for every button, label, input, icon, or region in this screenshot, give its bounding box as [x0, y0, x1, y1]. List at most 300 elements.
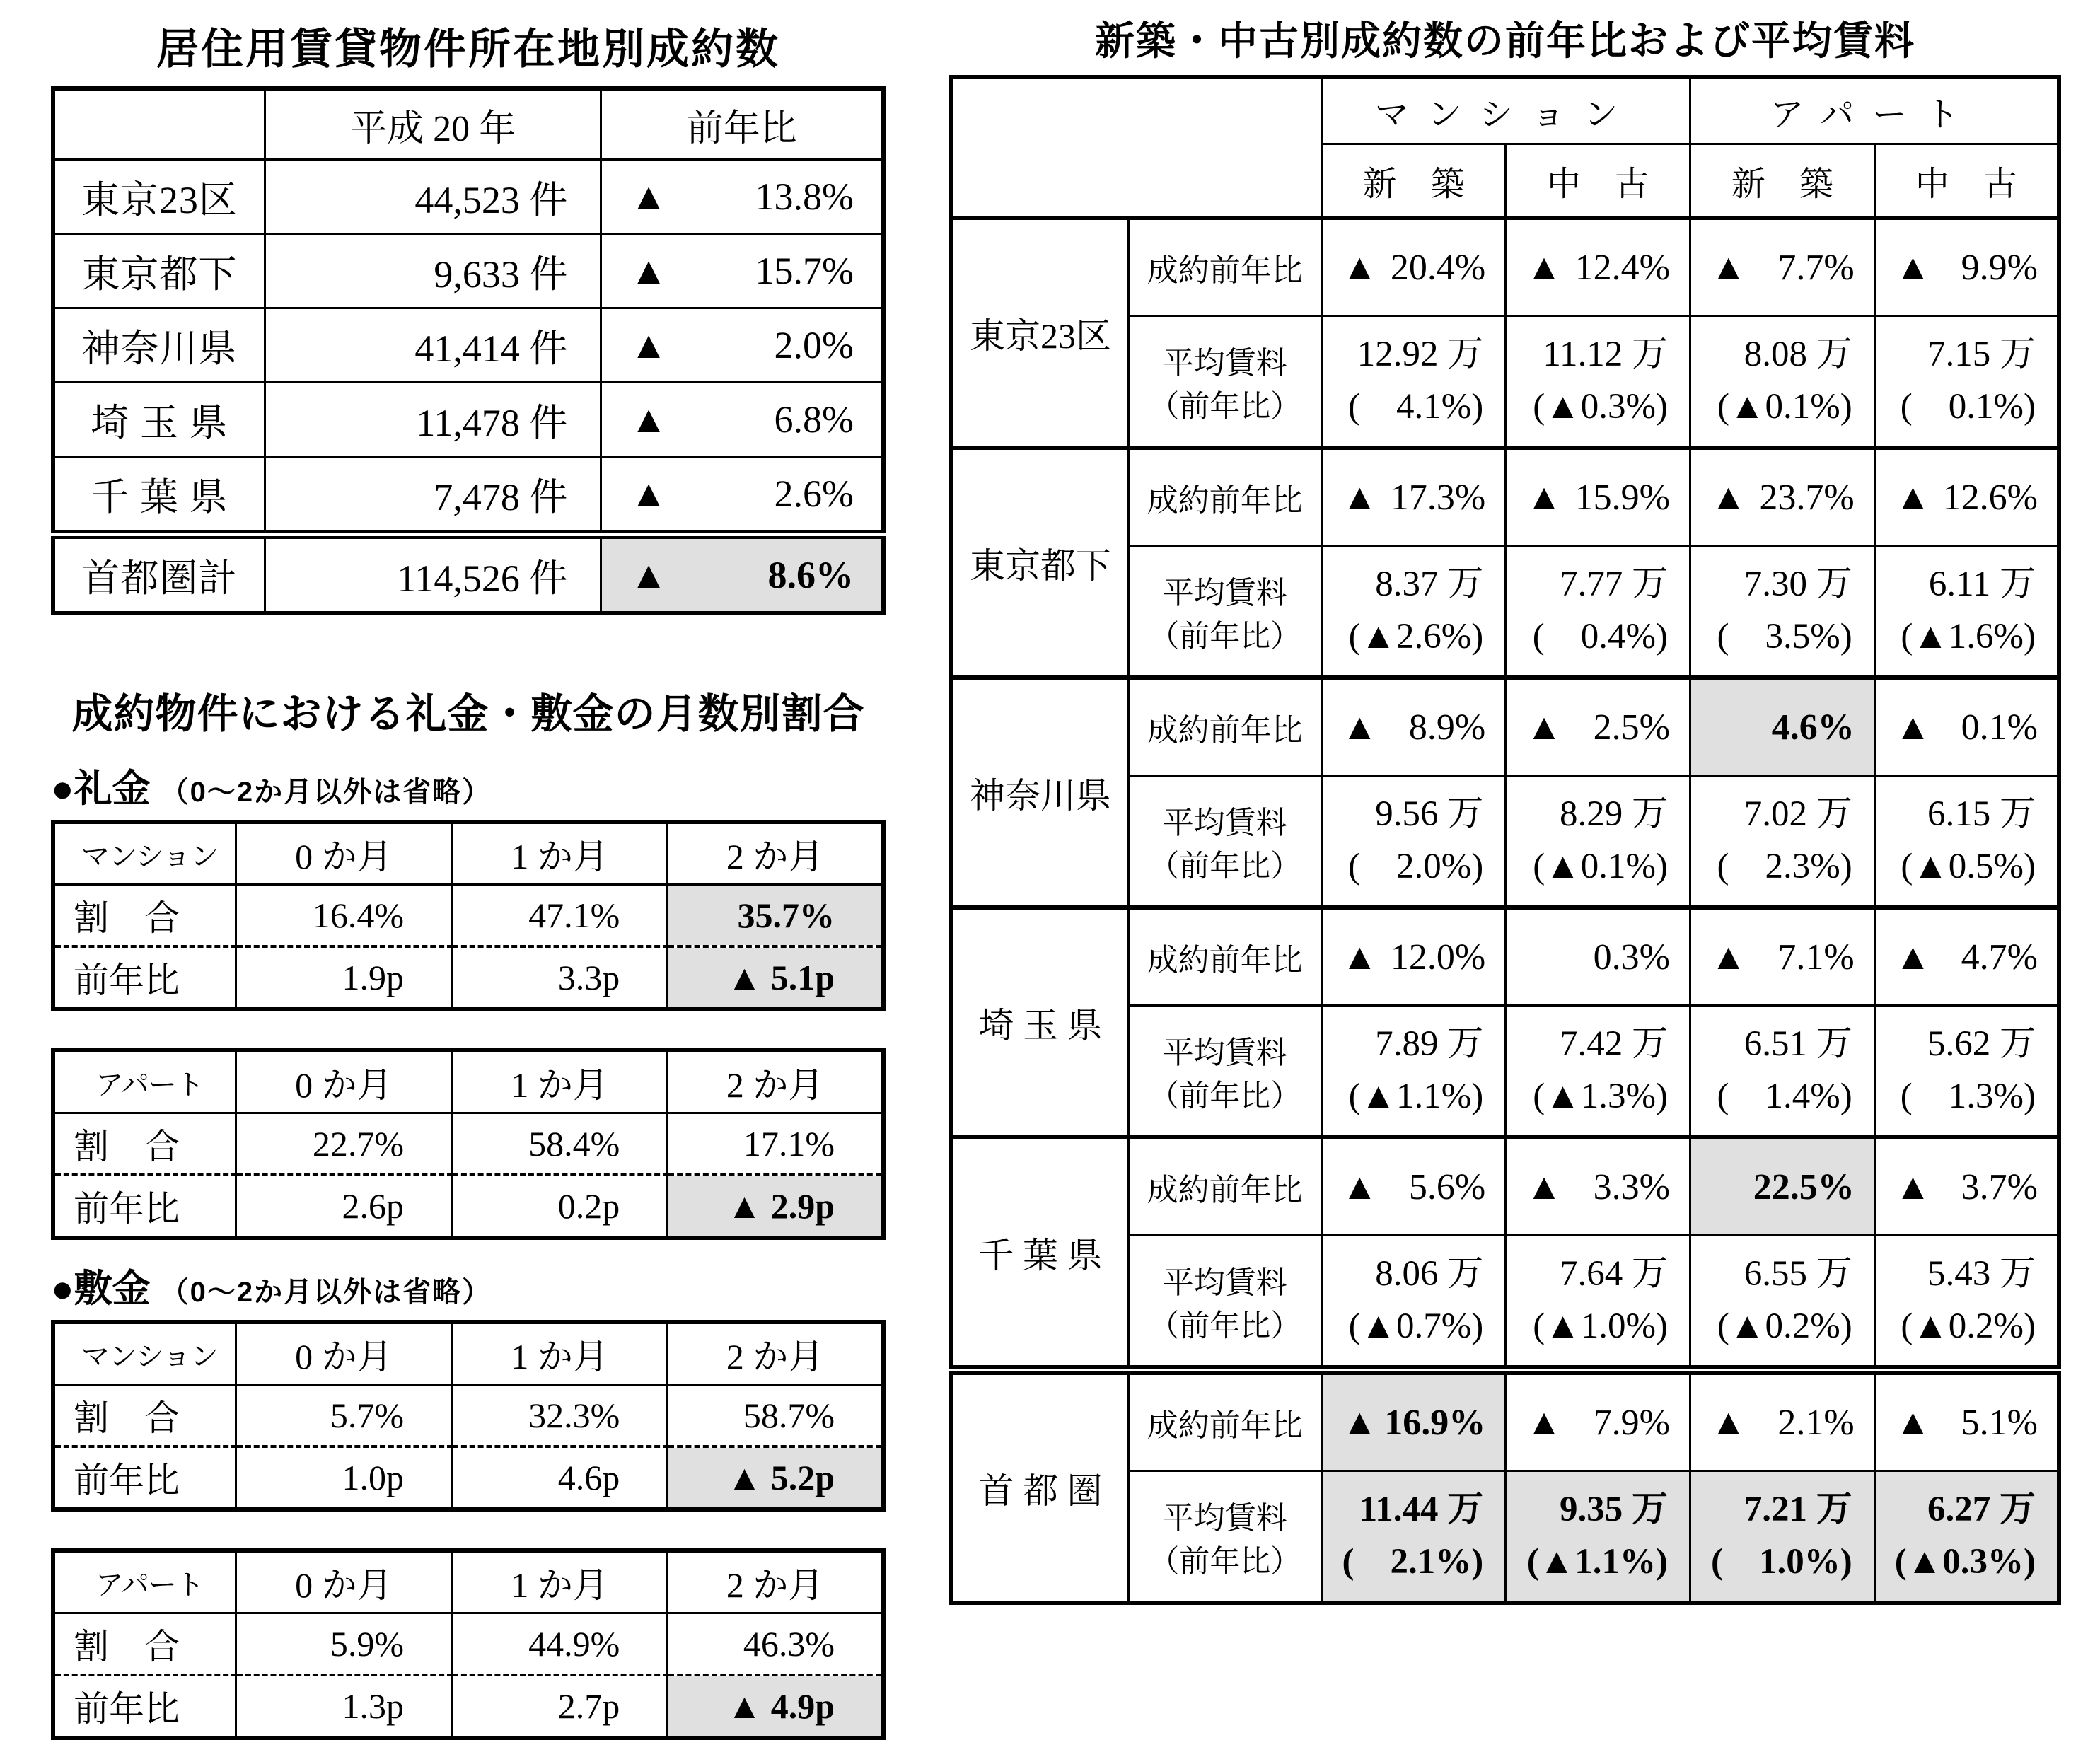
- yoy-value: 1.3p: [236, 1675, 451, 1738]
- deal-yoy-cell: [1321, 1137, 1506, 1236]
- contract-count: 11,478 件: [265, 383, 601, 457]
- total-row: [53, 535, 883, 614]
- avg-rent-cell: [1506, 1006, 1690, 1138]
- triangle-down-marker: ▲: [1341, 1402, 1378, 1443]
- deal-yoy-value: 7.9%: [1593, 1402, 1670, 1443]
- rent-yoy: ( 1.4%): [1717, 1077, 1852, 1116]
- avg-rent-label-line1: 平均賃料: [1162, 805, 1287, 840]
- rent-amount: 9.56 万: [1375, 794, 1484, 835]
- avg-rent-label-line1: 平均賃料: [1162, 345, 1287, 381]
- rent-amount: 8.08 万: [1744, 335, 1852, 375]
- deal-row: [951, 218, 2059, 316]
- yoy-row: [53, 1175, 883, 1238]
- rent-yoy: ( 2.3%): [1717, 847, 1852, 886]
- rent-amount: 8.06 万: [1375, 1254, 1484, 1294]
- rent-yoy: ( 1.3%): [1900, 1077, 2036, 1116]
- ratio-row: [53, 1613, 883, 1676]
- avg-rent-cell: [1321, 1006, 1506, 1138]
- shikikin-apartment-table: [51, 1548, 886, 1740]
- months-header: 2 か月: [668, 1322, 883, 1385]
- fees-section-title: 成約物件における礼金・敷金の月数別割合: [71, 691, 865, 737]
- deal-yoy-cell: [1506, 907, 1690, 1006]
- triangle-down-marker: ▲: [1341, 936, 1378, 978]
- avg-rent-cell: [1321, 776, 1506, 908]
- avg-rent-cell: [1506, 1236, 1690, 1371]
- table-row: [53, 160, 883, 234]
- rent-amount: 8.37 万: [1375, 564, 1484, 605]
- months-header: 2 か月: [668, 1050, 883, 1113]
- rent-yoy: (▲1.3%): [1533, 1077, 1668, 1116]
- deal-row: [951, 1137, 2059, 1236]
- triangle-down-marker: ▲: [1894, 477, 1932, 518]
- rent-yoy: ( 2.1%): [1342, 1542, 1484, 1582]
- ratio-value: 32.3%: [452, 1385, 668, 1447]
- ratio-value: 58.7%: [668, 1385, 883, 1447]
- yoy-header: 前年比: [601, 88, 883, 160]
- yoy-value: 1.0p: [236, 1446, 451, 1509]
- rent-amount: 6.55 万: [1744, 1254, 1852, 1294]
- deal-yoy-cell: [1874, 678, 2059, 776]
- ratio-row: [53, 1113, 883, 1176]
- triangle-down-marker: ▲: [1710, 936, 1747, 978]
- rent-yoy: (▲0.5%): [1901, 847, 2036, 886]
- triangle-down-marker: ▲: [1341, 247, 1378, 288]
- triangle-down-marker: ▲: [1341, 707, 1378, 748]
- yoy-value-highlighted: ▲ 4.9p: [668, 1675, 883, 1738]
- region-label: 千 葉 県: [951, 1137, 1129, 1370]
- region-label: 神奈川県: [53, 308, 265, 383]
- triangle-down-marker: ▲: [1526, 707, 1562, 748]
- row-label: 前年比: [53, 1175, 236, 1238]
- avg-rent-cell: [1506, 776, 1690, 908]
- rent-yoy: (▲1.0%): [1533, 1306, 1668, 1346]
- reikin-heading: [51, 758, 886, 813]
- reikin-mansion-table: [51, 820, 886, 1011]
- rent-yoy: (▲2.6%): [1348, 617, 1484, 656]
- deal-yoy-cell: [1506, 1370, 1690, 1471]
- contract-count: 7,478 件: [265, 457, 601, 535]
- region-label: 埼 玉 県: [53, 383, 265, 457]
- bullet-note: （0～2か月以外は省略）: [160, 777, 492, 808]
- avg-rent-label-line1: 平均賃料: [1162, 1035, 1287, 1070]
- table-header-row: [53, 1322, 883, 1385]
- yoy-value: 0.2p: [452, 1175, 668, 1238]
- rent-amount: 5.62 万: [1927, 1024, 2036, 1065]
- rent-amount: 6.51 万: [1744, 1024, 1852, 1065]
- yoy-row: [53, 1675, 883, 1738]
- region-label: 神奈川県: [951, 678, 1129, 907]
- months-header: 1 か月: [452, 1550, 668, 1613]
- property-type-label: アパート: [53, 1550, 236, 1613]
- rent-yoy: (▲0.3%): [1894, 1542, 2036, 1582]
- region-label: 東京都下: [53, 234, 265, 308]
- row-label: 割 合: [53, 885, 236, 947]
- yoy-value: 2.6%: [774, 472, 854, 515]
- avg-rent-cell: [1690, 776, 1874, 908]
- property-type-label: マンション: [53, 822, 236, 885]
- ratio-row: [53, 885, 883, 947]
- rent-yoy: ( 2.0%): [1348, 847, 1484, 886]
- deal-yoy-value: 3.3%: [1593, 1166, 1670, 1207]
- deal-yoy-value: 23.7%: [1759, 477, 1855, 518]
- deal-yoy-cell: [1690, 218, 1874, 316]
- rent-amount: 7.21 万: [1744, 1490, 1852, 1530]
- yoy-value: 15.7%: [755, 250, 854, 292]
- rent-yoy: ( 4.1%): [1348, 387, 1484, 427]
- contract-count: 41,414 件: [265, 308, 601, 383]
- bullet-label: ●敷金: [51, 1268, 151, 1310]
- new-build-header: 新 築: [1321, 144, 1506, 219]
- avg-rent-cell: [1690, 316, 1874, 448]
- row-label: 前年比: [53, 1446, 236, 1509]
- rent-amount: 9.35 万: [1559, 1490, 1668, 1530]
- table-header-row: [53, 822, 883, 885]
- yoy-cell: [601, 234, 883, 308]
- yoy-row: [53, 1446, 883, 1509]
- triangle-down-marker: ▲: [1894, 1402, 1932, 1443]
- ratio-value: 22.7%: [236, 1113, 451, 1176]
- deal-yoy-value: 9.9%: [1961, 247, 2038, 288]
- rent-amount: 7.15 万: [1927, 335, 2036, 375]
- avg-rent-label-line2: （前年比）: [1149, 620, 1301, 654]
- triangle-down-marker: ▲: [1894, 247, 1932, 288]
- deal-yoy-cell: [1321, 448, 1506, 546]
- spacer: [51, 1512, 886, 1548]
- triangle-down-marker: ▲: [630, 398, 668, 441]
- yoy-value: 1.9p: [236, 946, 451, 1009]
- deal-yoy-cell: [1874, 448, 2059, 546]
- avg-rent-cell: [1874, 776, 2059, 908]
- months-header: 0 か月: [236, 1050, 451, 1113]
- rent-amount: 7.30 万: [1744, 564, 1852, 605]
- location-table-title: 居住用賃貸物件所在地別成約数: [156, 25, 780, 73]
- yoy-value: 13.8%: [755, 175, 854, 218]
- rent-yoy: (▲0.2%): [1717, 1306, 1852, 1346]
- new-build-header: 新 築: [1690, 144, 1874, 219]
- deal-yoy-value: 22.5%: [1753, 1166, 1855, 1207]
- apartment-group-header: アパート: [1690, 77, 2059, 144]
- shikikin-heading: [51, 1258, 886, 1313]
- left-column: [51, 16, 886, 1740]
- yoy-cell: [601, 308, 883, 383]
- triangle-down-marker: ▲: [1526, 1402, 1562, 1443]
- avg-rent-label-line2: （前年比）: [1149, 1079, 1301, 1113]
- used-header: 中 古: [1506, 144, 1690, 219]
- avg-rent-label-line2: （前年比）: [1149, 849, 1301, 883]
- rent-amount: 11.12 万: [1543, 335, 1668, 375]
- rent-yoy: ( 3.5%): [1717, 617, 1852, 656]
- deal-yoy-value: 7.1%: [1777, 936, 1855, 978]
- new-used-table-title: 新築・中古別成約数の前年比および平均賃料: [1095, 18, 1915, 63]
- deal-yoy-cell-highlighted: [1690, 678, 1874, 776]
- avg-rent-label-line1: 平均賃料: [1162, 1265, 1287, 1300]
- rent-amount: 5.43 万: [1927, 1254, 2036, 1294]
- avg-rent-label-line1: 平均賃料: [1162, 575, 1287, 610]
- region-label: 千 葉 県: [53, 457, 265, 535]
- mansion-group-header: マンション: [1321, 77, 1690, 144]
- deal-yoy-value: 0.1%: [1961, 707, 2038, 748]
- deal-yoy-label: 成約前年比: [1129, 448, 1321, 546]
- avg-rent-label: [1129, 316, 1321, 448]
- rent-amount: 7.02 万: [1744, 794, 1852, 835]
- yoy-row: [53, 946, 883, 1009]
- yoy-cell: [601, 457, 883, 535]
- triangle-down-marker: ▲: [1710, 1402, 1747, 1443]
- triangle-down-marker: ▲: [1526, 247, 1562, 288]
- rent-yoy: (▲0.3%): [1533, 387, 1668, 427]
- rent-amount: 6.27 万: [1927, 1490, 2036, 1530]
- avg-rent-cell: [1690, 1006, 1874, 1138]
- triangle-down-marker: ▲: [630, 472, 668, 515]
- months-header: 0 か月: [236, 822, 451, 885]
- deal-yoy-cell: [1506, 678, 1690, 776]
- avg-rent-cell: [1874, 316, 2059, 448]
- region-label: 東京都下: [951, 448, 1129, 678]
- row-label: 割 合: [53, 1385, 236, 1447]
- deal-yoy-cell: [1321, 218, 1506, 316]
- months-header: 1 か月: [452, 822, 668, 885]
- avg-rent-cell-highlighted: [1506, 1471, 1690, 1603]
- used-header: 中 古: [1874, 144, 2059, 219]
- avg-rent-cell: [1321, 1236, 1506, 1371]
- table-row: [53, 457, 883, 535]
- rent-yoy: ( 0.1%): [1900, 387, 2036, 427]
- rent-yoy: (▲0.2%): [1901, 1306, 2036, 1346]
- yoy-value: 2.0%: [774, 324, 854, 366]
- avg-rent-label: [1129, 1006, 1321, 1138]
- contract-count: 114,526 件: [265, 535, 601, 614]
- deal-yoy-cell-highlighted: [1321, 1370, 1506, 1471]
- deal-yoy-cell: [1690, 1370, 1874, 1471]
- deal-yoy-label: 成約前年比: [1129, 907, 1321, 1006]
- months-header: 0 か月: [236, 1322, 451, 1385]
- row-label: 前年比: [53, 1675, 236, 1738]
- avg-rent-cell: [1506, 316, 1690, 448]
- ratio-value-highlighted: 35.7%: [668, 885, 883, 947]
- rent-amount: 7.89 万: [1375, 1024, 1484, 1065]
- months-header: 2 か月: [668, 822, 883, 885]
- yoy-cell: [601, 383, 883, 457]
- region-label: 東京23区: [951, 218, 1129, 448]
- yoy-value-highlighted: ▲ 5.2p: [668, 1446, 883, 1509]
- deal-yoy-value: 12.0%: [1390, 936, 1486, 978]
- deal-yoy-value: 17.3%: [1390, 477, 1486, 518]
- property-type-label: マンション: [53, 1322, 236, 1385]
- deal-row: [951, 448, 2059, 546]
- group-header-row: [951, 77, 2059, 144]
- deal-yoy-value: 20.4%: [1390, 247, 1486, 288]
- deal-row: [951, 678, 2059, 776]
- table-row: [53, 308, 883, 383]
- rent-yoy: (▲0.1%): [1717, 387, 1852, 427]
- table-header-row: [53, 88, 883, 160]
- avg-rent-label: [1129, 1236, 1321, 1371]
- rent-amount: 7.64 万: [1559, 1254, 1668, 1294]
- ratio-value: 44.9%: [452, 1613, 668, 1676]
- region-label: 首 都 圏: [951, 1370, 1129, 1603]
- yoy-value: 3.3p: [452, 946, 668, 1009]
- rent-yoy: (▲1.1%): [1526, 1542, 1668, 1582]
- contract-count: 9,633 件: [265, 234, 601, 308]
- avg-rent-label-line1: 平均賃料: [1162, 1500, 1287, 1536]
- deal-yoy-cell: [1690, 448, 1874, 546]
- row-label: 割 合: [53, 1113, 236, 1176]
- rent-amount: 12.92 万: [1357, 335, 1484, 375]
- avg-rent-cell: [1506, 546, 1690, 678]
- triangle-down-marker: ▲: [1341, 1166, 1378, 1207]
- yoy-value-highlighted: ▲ 5.1p: [668, 946, 883, 1009]
- triangle-down-marker: ▲: [1894, 1166, 1932, 1207]
- triangle-down-marker: ▲: [1894, 707, 1932, 748]
- deal-yoy-cell-highlighted: [1690, 1137, 1874, 1236]
- year-header: 平成 20 年: [265, 88, 601, 160]
- contract-count: 44,523 件: [265, 160, 601, 234]
- triangle-down-marker: ▲: [630, 324, 668, 366]
- deal-yoy-cell: [1874, 1137, 2059, 1236]
- avg-rent-cell-highlighted: [1321, 1471, 1506, 1603]
- rent-amount: 11.44 万: [1359, 1490, 1484, 1530]
- rent-amount: 6.15 万: [1927, 794, 2036, 835]
- region-label: 首都圏計: [53, 535, 265, 614]
- triangle-down-marker: ▲: [1526, 477, 1562, 518]
- shikikin-mansion-table: [51, 1320, 886, 1512]
- deal-yoy-value: 3.7%: [1961, 1166, 2038, 1207]
- deal-yoy-cell: [1874, 218, 2059, 316]
- yoy-cell: [601, 160, 883, 234]
- deal-yoy-label: 成約前年比: [1129, 1137, 1321, 1236]
- deal-yoy-value: 2.1%: [1777, 1402, 1855, 1443]
- avg-rent-cell: [1690, 1236, 1874, 1371]
- rent-amount: 7.42 万: [1559, 1024, 1668, 1065]
- bullet-note: （0～2か月以外は省略）: [160, 1277, 492, 1308]
- avg-rent-label-line2: （前年比）: [1149, 390, 1301, 424]
- avg-rent-cell-highlighted: [1874, 1471, 2059, 1603]
- yoy-cell-highlighted: [601, 535, 883, 614]
- deal-yoy-cell: [1690, 907, 1874, 1006]
- deal-yoy-cell: [1321, 907, 1506, 1006]
- row-label: 割 合: [53, 1613, 236, 1676]
- yoy-value: 4.6p: [452, 1446, 668, 1509]
- avg-rent-cell: [1321, 316, 1506, 448]
- yoy-value-highlighted: ▲ 2.9p: [668, 1175, 883, 1238]
- yoy-value: 6.8%: [774, 398, 854, 441]
- triangle-down-marker: ▲: [1894, 936, 1932, 978]
- avg-rent-cell: [1321, 546, 1506, 678]
- deal-yoy-cell: [1874, 1370, 2059, 1471]
- triangle-down-marker: ▲: [630, 554, 668, 596]
- rent-yoy: ( 1.0%): [1711, 1542, 1852, 1582]
- right-column: [949, 10, 2061, 1605]
- avg-rent-label: [1129, 1471, 1321, 1603]
- deal-yoy-value: 8.9%: [1408, 707, 1486, 748]
- avg-rent-cell: [1874, 546, 2059, 678]
- deal-yoy-value: 4.6%: [1771, 707, 1855, 748]
- table-row: [53, 383, 883, 457]
- table-header-row: [53, 1050, 883, 1113]
- empty-header-cell: [951, 77, 1321, 218]
- avg-rent-label-line2: （前年比）: [1149, 1309, 1301, 1343]
- rent-amount: 6.11 万: [1928, 564, 2036, 605]
- avg-rent-label: [1129, 546, 1321, 678]
- deal-yoy-value: 12.6%: [1942, 477, 2038, 518]
- months-header: 1 か月: [452, 1050, 668, 1113]
- spacer: [51, 1011, 886, 1048]
- triangle-down-marker: ▲: [1710, 247, 1747, 288]
- avg-rent-cell: [1874, 1006, 2059, 1138]
- deal-yoy-cell: [1321, 678, 1506, 776]
- deal-yoy-cell: [1506, 448, 1690, 546]
- rent-amount: 8.29 万: [1559, 794, 1668, 835]
- property-type-label: アパート: [53, 1050, 236, 1113]
- rent-yoy: (▲1.6%): [1901, 617, 2036, 656]
- avg-rent-label-line2: （前年比）: [1149, 1545, 1301, 1579]
- deal-yoy-value: 7.7%: [1777, 247, 1855, 288]
- ratio-value: 5.7%: [236, 1385, 451, 1447]
- rent-yoy: ( 0.4%): [1532, 617, 1668, 656]
- avg-rent-label: [1129, 776, 1321, 908]
- rent-yoy: (▲0.7%): [1348, 1306, 1484, 1346]
- yoy-value: 2.7p: [452, 1675, 668, 1738]
- rent-yoy: (▲1.1%): [1348, 1077, 1484, 1116]
- months-header: 0 か月: [236, 1550, 451, 1613]
- ratio-value: 17.1%: [668, 1113, 883, 1176]
- rent-amount: 7.77 万: [1559, 564, 1668, 605]
- deal-row-total: [951, 1370, 2059, 1471]
- region-label: 東京23区: [53, 160, 265, 234]
- deal-yoy-value: 4.7%: [1961, 936, 2038, 978]
- ratio-value: 46.3%: [668, 1613, 883, 1676]
- ratio-row: [53, 1385, 883, 1447]
- triangle-down-marker: ▲: [1710, 477, 1747, 518]
- deal-yoy-value: 16.9%: [1384, 1402, 1486, 1443]
- deal-yoy-value: 15.9%: [1574, 477, 1670, 518]
- deal-yoy-cell: [1506, 1137, 1690, 1236]
- bullet-label: ●礼金: [51, 767, 151, 810]
- new-used-contracts-rent-table: [949, 75, 2061, 1605]
- deal-yoy-label: 成約前年比: [1129, 678, 1321, 776]
- ratio-value: 47.1%: [452, 885, 668, 947]
- triangle-down-marker: ▲: [630, 250, 668, 292]
- deal-yoy-label: 成約前年比: [1129, 1370, 1321, 1471]
- deal-yoy-value: 5.6%: [1408, 1166, 1486, 1207]
- triangle-down-marker: ▲: [1526, 1166, 1562, 1207]
- deal-yoy-value: 5.1%: [1961, 1402, 2038, 1443]
- deal-row: [951, 907, 2059, 1006]
- reikin-apartment-table: [51, 1048, 886, 1240]
- ratio-value: 58.4%: [452, 1113, 668, 1176]
- triangle-down-marker: ▲: [630, 175, 668, 218]
- deal-yoy-value: 0.3%: [1593, 936, 1670, 978]
- table-header-row: [53, 1550, 883, 1613]
- deal-yoy-value: 2.5%: [1593, 707, 1670, 748]
- months-header: 2 か月: [668, 1550, 883, 1613]
- yoy-value: 2.6p: [236, 1175, 451, 1238]
- triangle-down-marker: ▲: [1341, 477, 1378, 518]
- row-label: 前年比: [53, 946, 236, 1009]
- months-header: 1 か月: [452, 1322, 668, 1385]
- deal-yoy-cell: [1874, 907, 2059, 1006]
- empty-header-cell: [53, 88, 265, 160]
- deal-yoy-label: 成約前年比: [1129, 218, 1321, 316]
- ratio-value: 16.4%: [236, 885, 451, 947]
- avg-rent-cell: [1874, 1236, 2059, 1371]
- deal-yoy-cell: [1506, 218, 1690, 316]
- location-contracts-table: [51, 86, 886, 615]
- deal-yoy-value: 12.4%: [1574, 247, 1670, 288]
- region-label: 埼 玉 県: [951, 907, 1129, 1137]
- table-row: [53, 234, 883, 308]
- ratio-value: 5.9%: [236, 1613, 451, 1676]
